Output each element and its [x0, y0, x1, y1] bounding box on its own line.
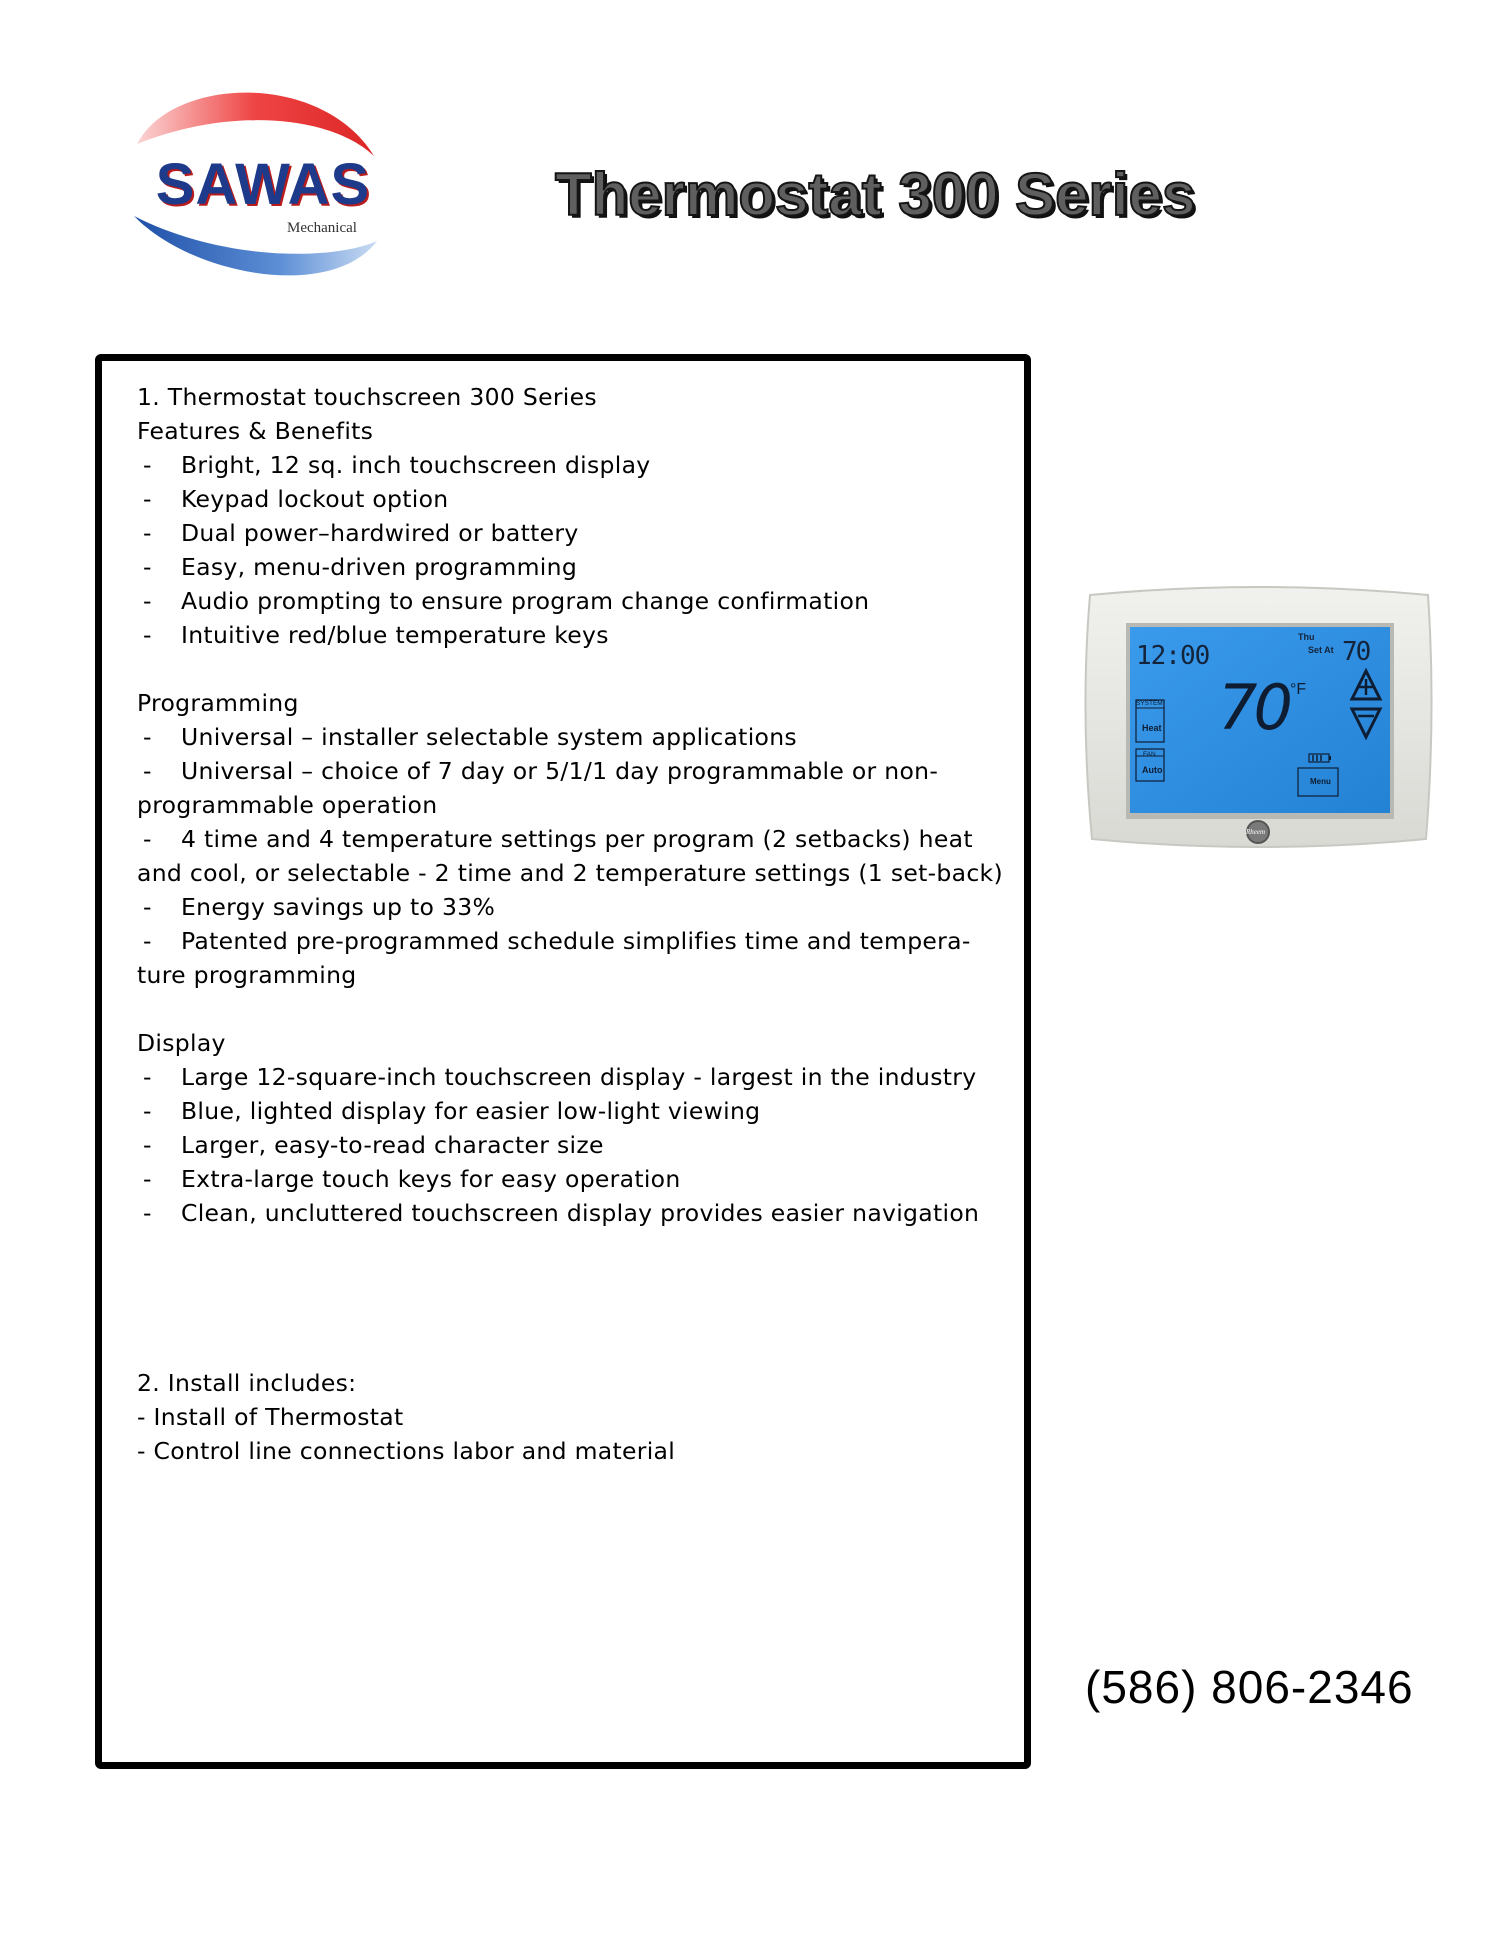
- list-item: - Universal – choice of 7 day or 5/1/1 day programmable or non-programmable operation: [137, 757, 939, 819]
- thermostat-fan-label: FAN: [1143, 751, 1156, 758]
- thermostat-setpoint: 70: [1342, 637, 1370, 667]
- list-item: - Blue, lighted display for easier low-light viewing: [143, 1097, 761, 1125]
- section-heading: 1. Thermostat touchscreen 300 Series: [137, 383, 597, 411]
- features-heading: Features & Benefits: [137, 417, 374, 445]
- company-logo: [132, 86, 380, 292]
- logo-name: SAWAS: [155, 152, 371, 217]
- list-item: - 4 time and 4 temperature settings per program (2 setbacks) heat and cool, or selectable - 2 time and 2 temperature settings (1 set-back): [137, 825, 1003, 887]
- thermostat-day: Thu: [1298, 632, 1315, 642]
- list-item: - Patented pre-programmed schedule simplifies time and tempera-ture programming: [137, 927, 971, 989]
- thermostat-clock: 12:00: [1136, 641, 1210, 671]
- thermostat-brand: Rheem: [1246, 828, 1266, 836]
- thermostat-image: [1080, 583, 1436, 851]
- thermostat-temperature: 70: [1218, 671, 1289, 744]
- thermostat-mode: Heat: [1142, 723, 1162, 733]
- logo-subtitle: Mechanical: [287, 220, 357, 236]
- install-item: - Control line connections labor and material: [137, 1437, 676, 1465]
- thermostat-setat-label: Set At: [1308, 645, 1334, 655]
- list-item: - Keypad lockout option: [143, 485, 449, 513]
- list-item: - Extra-large touch keys for easy operation: [143, 1165, 681, 1193]
- list-item: - Bright, 12 sq. inch touchscreen display: [143, 451, 651, 479]
- install-item: - Install of Thermostat: [137, 1403, 404, 1431]
- phone-number: (586) 806-2346: [1085, 1661, 1414, 1713]
- list-item: - Larger, easy-to-read character size: [143, 1131, 604, 1159]
- product-description: [137, 380, 1007, 1468]
- thermostat-system-label: SYSTEM: [1136, 700, 1163, 707]
- list-item: - Audio prompting to ensure program change confirmation: [143, 587, 870, 615]
- list-item: - Universal – installer selectable system applications: [143, 723, 797, 751]
- list-item: - Easy, menu-driven programming: [143, 553, 578, 581]
- list-item: - Clean, uncluttered touchscreen display provides easier navigation: [143, 1199, 980, 1227]
- page-title: Thermostat 300 Series: [555, 161, 1196, 228]
- display-heading: Display: [137, 1029, 226, 1057]
- list-item: - Intuitive red/blue temperature keys: [143, 621, 609, 649]
- thermostat-fan-mode: Auto: [1142, 765, 1163, 775]
- list-item: - Large 12-square-inch touchscreen display - largest in the industry: [143, 1063, 977, 1091]
- list-item: - Energy savings up to 33%: [143, 893, 496, 921]
- programming-heading: Programming: [137, 689, 299, 717]
- thermostat-menu: Menu: [1310, 777, 1331, 786]
- thermostat-unit: °F: [1290, 681, 1307, 698]
- install-heading: 2. Install includes:: [137, 1369, 357, 1397]
- list-item: - Dual power–hardwired or battery: [143, 519, 579, 547]
